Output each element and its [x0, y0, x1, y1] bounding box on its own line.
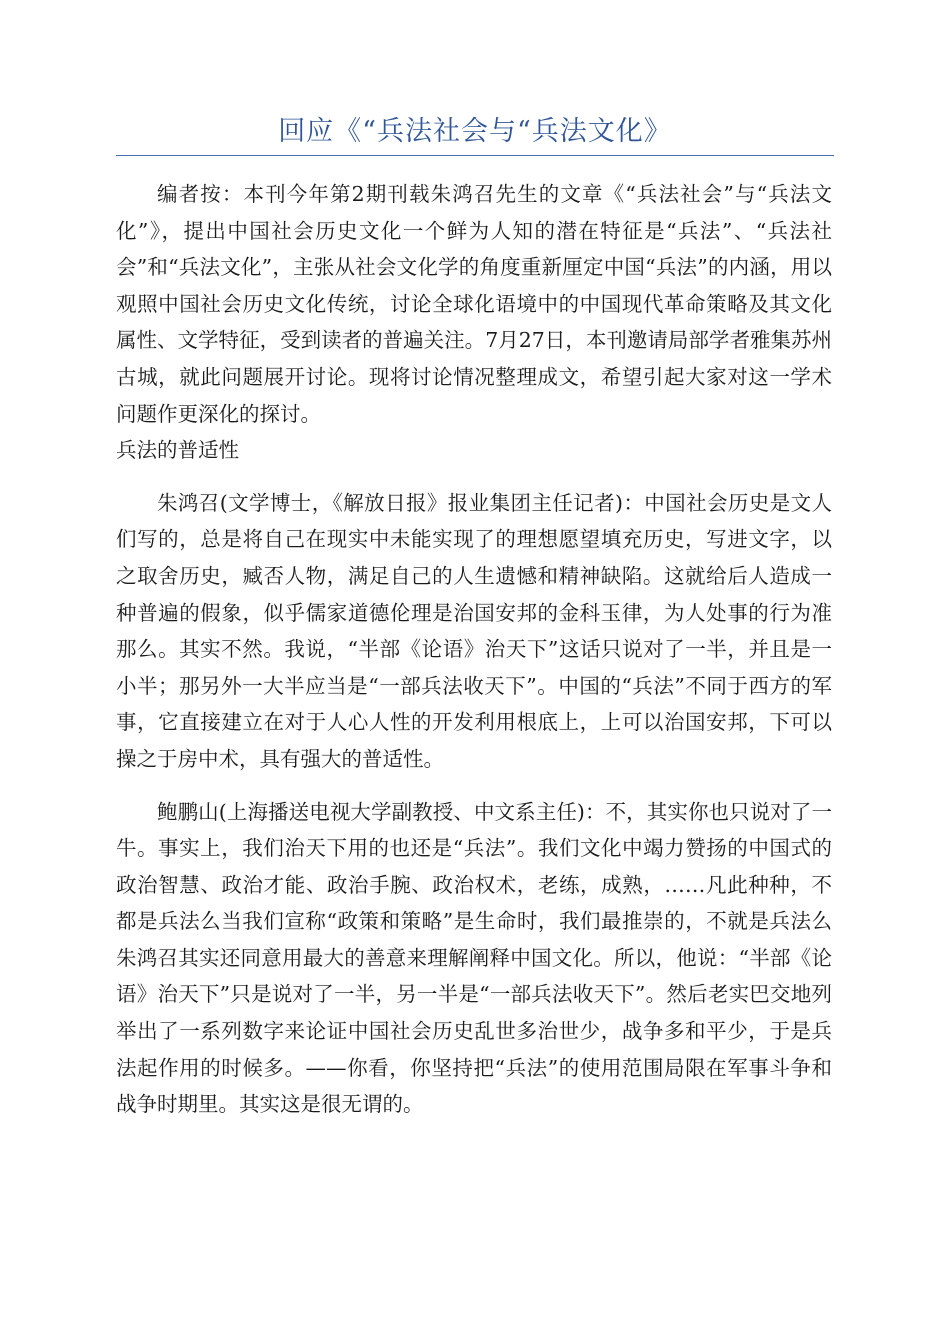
editor-note-paragraph: 编者按：本刊今年第2期刊载朱鸿召先生的文章《“兵法社会”与“兵法文化”》，提出中国社会历史文化一个鲜为人知的潜在特征是“兵法”、“兵法社会”和“兵法文化”，主张从社会文化学的角度重新厘定中国“兵法”的内涵，用以观照中国社会历史文化传统，讨论全球化语境中的中国现代革命策略及其文化属性、文学特征，受到读者的普遍关注。7月27日，本刊邀请局部学者雅集苏州古城，就此问题展开讨论。现将讨论情况整理成文，希望引起大家对这一学术问题作更深化的探讨。 [116, 182, 832, 426]
title-underline [116, 155, 834, 156]
section-heading: 兵法的普适性 [116, 438, 239, 463]
paragraph-spacer [116, 469, 832, 485]
paragraph-spacer [116, 778, 832, 794]
bao-pengshan-paragraph: 鲍鹏山(上海播送电视大学副教授、中文系主任)：不，其实你也只说对了一牛。事实上，我们治天下用的也还是“兵法”。我们文化中竭力赞扬的中国式的政治智慧、政治才能、政治手腕、政治权术，老练，成熟，……凡此种种，不都是兵法么当我们宣称“政策和策略”是生命时，我们最推崇的，不就是兵法么朱鸿召其实还同意用最大的善意来理解阐释中国文化。所以，他说：“半部《论语》治天下”只是说对了一半，另一半是“一部兵法收天下”。然后老实巴交地列举出了一系列数字来论证中国社会历史乱世多治世少，战争多和平少，于是兵法起作用的时候多。——你看，你坚持把“兵法”的使用范围局限在军事斗争和战争时期里。其实这是很无谓的。 [116, 799, 832, 1117]
zhu-hongzhao-paragraph: 朱鸿召(文学博士，《解放日报》报业集团主任记者)：中国社会历史是文人们写的，总是将自己在现实中未能实现了的理想愿望填充历史，写进文字，以之取舍历史，臧否人物，满足自己的人生遗憾和精神缺陷。这就给后人造成一种普遍的假象，似乎儒家道德伦理是治国安邦的金科玉律，为人处事的行为准那么。其实不然。我说，“半部《论语》治天下”这话只说对了一半，并且是一小半；那另外一大半应当是“一部兵法收天下”。中国的“兵法”不同于西方的军事，它直接建立在对于人心人性的开发利用根底上，上可以治国安邦，下可以操之于房中术，具有强大的普适性。 [116, 490, 832, 771]
document-title: 回应《“兵法社会与“兵法文化》 [278, 116, 672, 147]
document-body [116, 176, 832, 1123]
